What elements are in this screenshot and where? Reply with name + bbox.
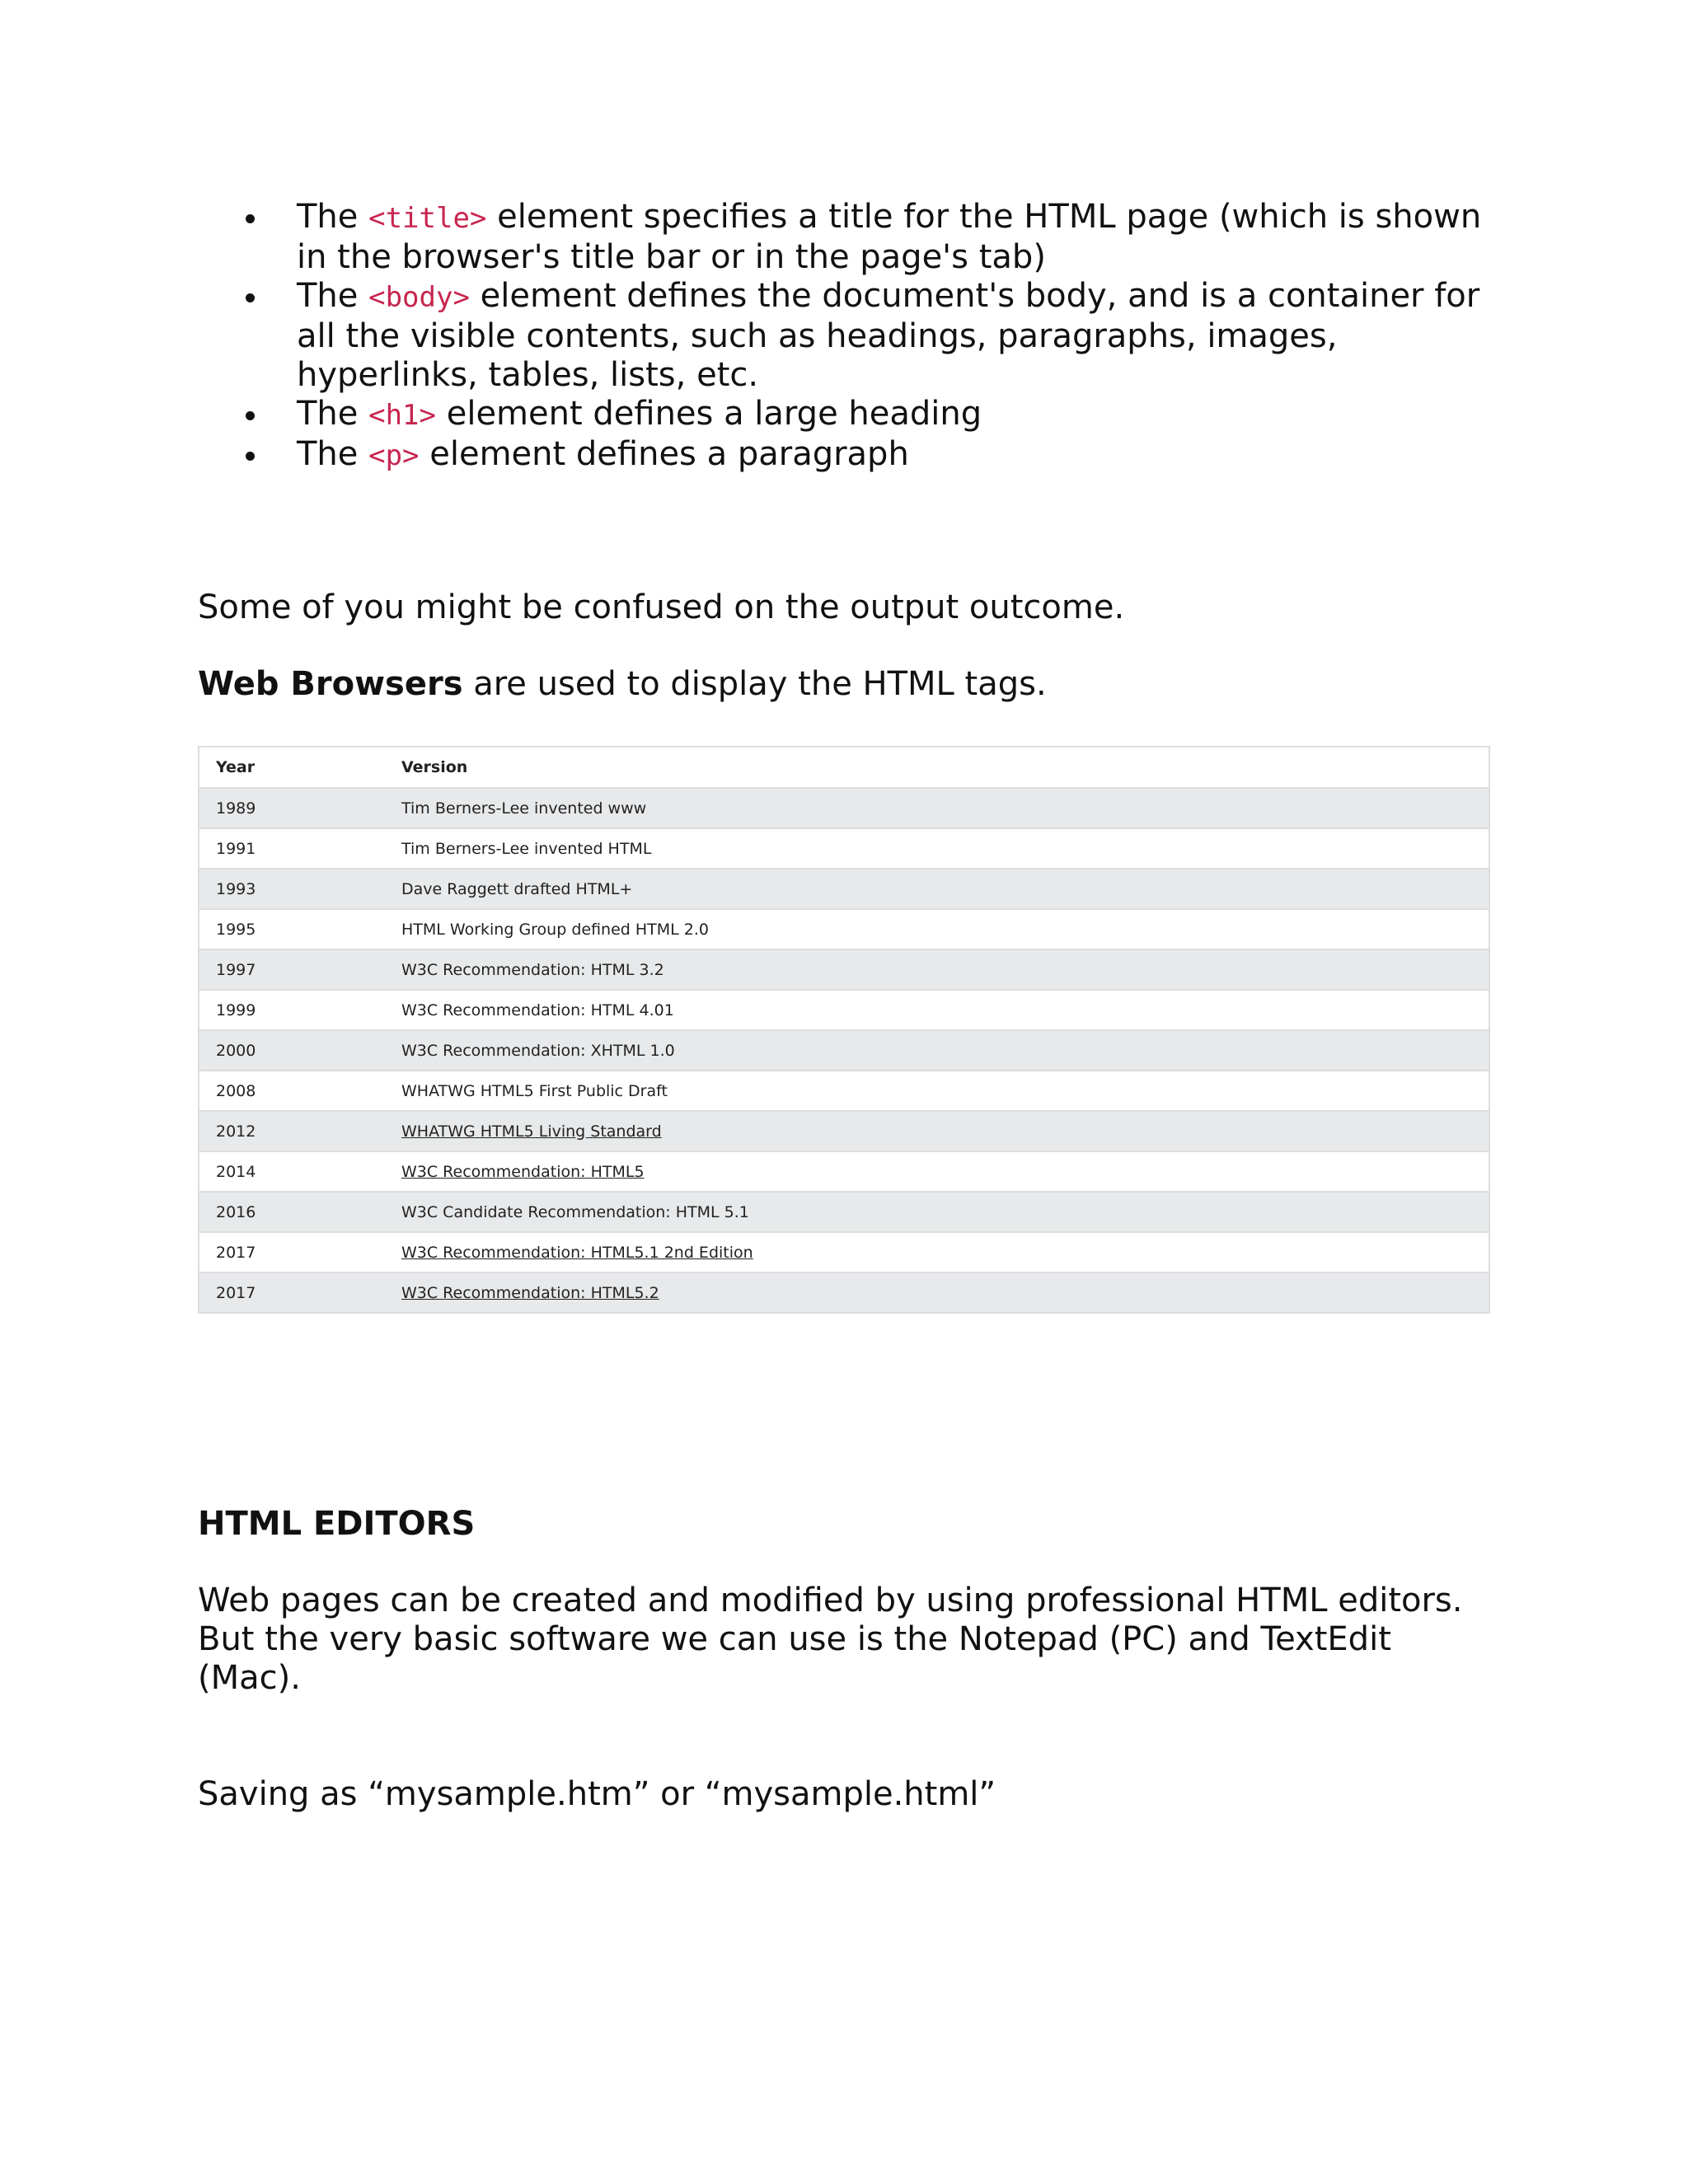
cell-version: W3C Recommendation: XHTML 1.0 (385, 1030, 1489, 1071)
cell-version: W3C Candidate Recommendation: HTML 5.1 (385, 1192, 1489, 1232)
bullet-prefix: The (297, 277, 369, 315)
version-link[interactable]: W3C Recommendation: HTML5.2 (401, 1283, 659, 1302)
table-row (199, 788, 1489, 828)
version-link[interactable]: WHATWG HTML5 Living Standard (401, 1122, 662, 1141)
html-history-table (198, 746, 1490, 1314)
table-row (199, 869, 1489, 909)
editors-paragraph: Web pages can be created and modified by using professional HTML editors. But the very basic software we can use is the Notepad (PC) and TextEdit (Mac). (198, 1582, 1463, 1697)
web-browsers-rest: are used to display the HTML tags. (462, 665, 1047, 703)
cell-version: Tim Berners-Lee invented www (385, 788, 1489, 828)
table-row (199, 1071, 1489, 1111)
cell-year: 2017 (199, 1272, 385, 1312)
bullet-code-tag: <body> (368, 281, 470, 314)
bullet-code-tag: <h1> (368, 399, 436, 432)
cell-year: 1995 (199, 909, 385, 949)
cell-version (385, 1151, 1489, 1192)
cell-version: HTML Working Group defined HTML 2.0 (385, 909, 1489, 949)
table-row (199, 1192, 1489, 1232)
cell-year: 1991 (199, 828, 385, 869)
cell-version: W3C Recommendation: HTML 4.01 (385, 990, 1489, 1030)
bullet-dot-icon (246, 452, 255, 461)
section-heading-html-editors: HTML EDITORS (198, 1505, 476, 1543)
cell-year: 1989 (199, 788, 385, 828)
cell-version: Dave Raggett drafted HTML+ (385, 869, 1489, 909)
column-header-version: Version (385, 748, 1489, 788)
version-link[interactable]: W3C Recommendation: HTML5.1 2nd Edition (401, 1243, 753, 1262)
cell-year: 1999 (199, 990, 385, 1030)
table-row (199, 990, 1489, 1030)
web-browsers-paragraph (198, 665, 1500, 704)
cell-year: 2000 (199, 1030, 385, 1071)
cell-year: 2012 (199, 1111, 385, 1151)
bullet-description: element defines a paragraph (419, 435, 909, 473)
bullet-dot-icon (246, 293, 255, 302)
cell-version (385, 1232, 1489, 1272)
table-row (199, 828, 1489, 869)
bullet-code-tag: <title> (368, 202, 487, 235)
confused-paragraph: Some of you might be confused on the output outcome. (198, 588, 1125, 626)
cell-year: 1997 (199, 949, 385, 990)
bullet-prefix: The (297, 395, 369, 433)
cell-year: 2017 (199, 1232, 385, 1272)
cell-year: 2016 (199, 1192, 385, 1232)
table-row (199, 909, 1489, 949)
bullet-item-body (198, 277, 1500, 395)
bullet-item-p (198, 435, 1500, 476)
bullet-dot-icon (246, 411, 255, 420)
table-row (199, 1232, 1489, 1272)
table-header-row (199, 748, 1489, 788)
bullet-description: element specifies a title for the HTML page (which is shown in the browser's title bar or in the page's tab) (297, 198, 1482, 276)
bullet-item-title (198, 198, 1500, 277)
bullet-prefix: The (297, 435, 369, 473)
version-link[interactable]: W3C Recommendation: HTML5 (401, 1162, 645, 1181)
column-header-year: Year (199, 748, 385, 788)
bullet-description: element defines the document's body, and is a container for all the visible contents, such as headings, paragraphs, images, hyperlinks, tables, lists, etc. (297, 277, 1480, 394)
cell-version: WHATWG HTML5 First Public Draft (385, 1071, 1489, 1111)
saving-paragraph: Saving as “mysample.htm” or “mysample.html” (198, 1775, 996, 1813)
table-row (199, 949, 1489, 990)
cell-version (385, 1111, 1489, 1151)
bullet-dot-icon (246, 214, 255, 223)
table-row (199, 1151, 1489, 1192)
cell-version: W3C Recommendation: HTML 3.2 (385, 949, 1489, 990)
bullet-code-tag: <p> (368, 439, 420, 472)
bullet-item-h1 (198, 395, 1500, 435)
bullet-prefix: The (297, 198, 369, 236)
web-browsers-term: Web Browsers (198, 665, 463, 703)
table-body (199, 788, 1489, 1312)
cell-year: 1993 (199, 869, 385, 909)
cell-version (385, 1272, 1489, 1312)
table-row (199, 1030, 1489, 1071)
cell-year: 2008 (199, 1071, 385, 1111)
bullet-description: element defines a large heading (436, 395, 982, 433)
table-row (199, 1272, 1489, 1312)
cell-year: 2014 (199, 1151, 385, 1192)
element-bullet-list (198, 198, 1500, 476)
table-row (199, 1111, 1489, 1151)
cell-version: Tim Berners-Lee invented HTML (385, 828, 1489, 869)
